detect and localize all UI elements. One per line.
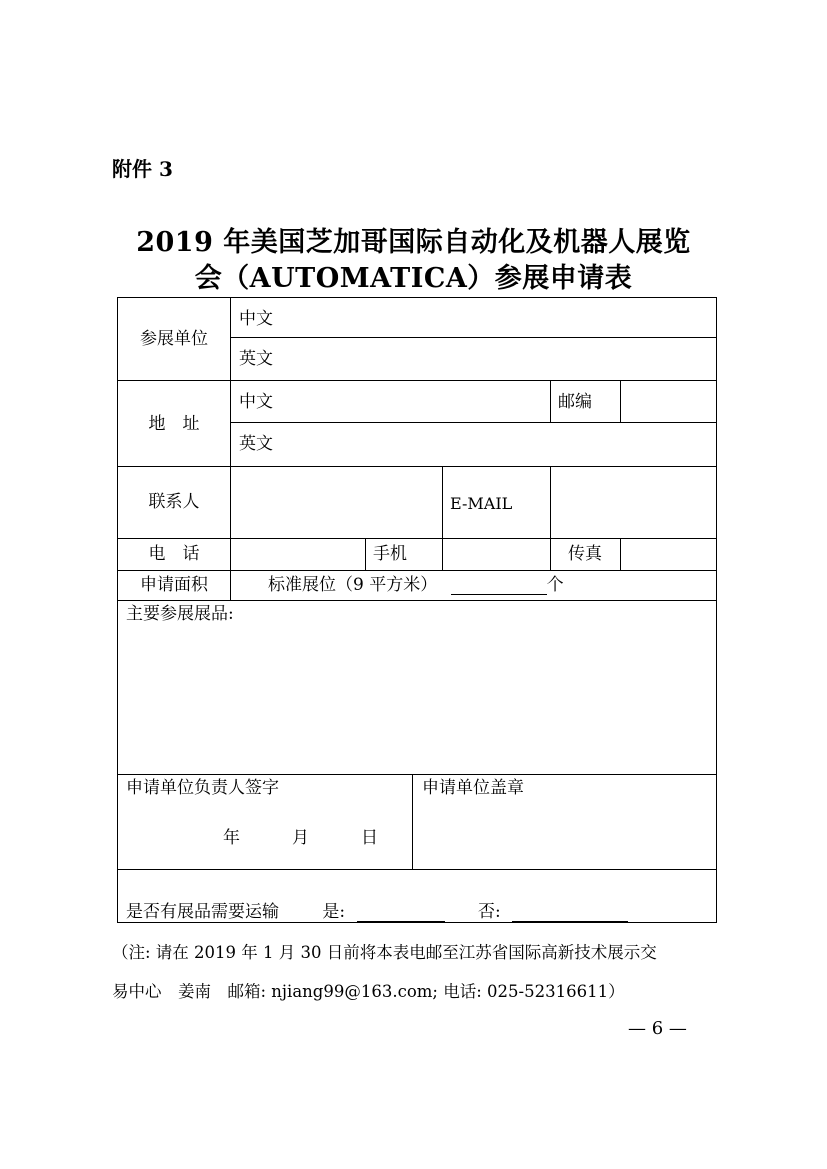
products-label: 主要参展展品:: [126, 604, 234, 624]
phone-label: 电 话: [148, 544, 200, 564]
postcode-label: 邮编: [558, 392, 592, 412]
shipping-question: 是否有展品需要运输: [126, 902, 279, 922]
column-divider: [442, 466, 443, 539]
date-day: 日: [361, 828, 378, 848]
note-line-2: 易中心 姜南 邮箱: njiang99@163.com; 电话: 025-52316611）: [112, 982, 625, 1001]
row-divider: [118, 869, 717, 870]
attachment-label: 附件 3: [112, 157, 173, 181]
row-divider: [118, 380, 717, 381]
application-form-table: [117, 297, 717, 923]
standard-booth-text: [268, 575, 564, 595]
column-divider: [550, 466, 551, 571]
row-divider: [118, 774, 717, 775]
column-divider: [365, 538, 366, 571]
exhibitor-english-field[interactable]: 英文: [239, 349, 273, 369]
date-year: 年: [223, 828, 240, 848]
signature-label: 申请单位负责人签字: [126, 778, 279, 798]
shipping-no-blank[interactable]: [512, 903, 628, 922]
fax-label: 传真: [568, 544, 602, 564]
address-label: 地 址: [148, 414, 200, 434]
column-divider: [620, 538, 621, 571]
exhibitor-chinese-field[interactable]: 中文: [239, 309, 273, 329]
column-divider: [442, 538, 443, 571]
area-label: 申请面积: [140, 575, 208, 595]
form-title-line-2: 会（AUTOMATICA）参展申请表: [194, 263, 633, 294]
standard-booth-label: 标准展位（9 平方米）: [268, 575, 438, 595]
row-divider: [118, 538, 717, 539]
row-divider: [231, 422, 717, 423]
contact-label: 联系人: [148, 492, 200, 512]
note-line-1: （注: 请在 2019 年 1 月 30 日前将本表电邮至江苏省国际高新技术展示交: [112, 943, 657, 962]
row-divider: [118, 466, 717, 467]
shipping-yes-blank[interactable]: [357, 903, 445, 922]
row-divider: [231, 337, 717, 338]
seal-label: 申请单位盖章: [422, 778, 524, 798]
booth-count-blank[interactable]: [451, 576, 547, 595]
column-divider: [550, 380, 551, 423]
column-divider: [412, 774, 413, 870]
page-number: — 6 —: [628, 1018, 687, 1039]
shipping-row: [126, 902, 628, 922]
column-divider: [230, 298, 231, 601]
row-divider: [118, 600, 717, 601]
booth-unit-label: 个: [546, 575, 564, 595]
email-label: E-MAIL: [450, 494, 513, 513]
shipping-no-label: 否:: [477, 902, 501, 922]
address-chinese-field[interactable]: 中文: [239, 392, 273, 412]
shipping-yes-label: 是:: [322, 902, 346, 922]
column-divider: [620, 380, 621, 423]
form-title-line-1: 2019 年美国芝加哥国际自动化及机器人展览: [136, 227, 691, 258]
date-month: 月: [292, 828, 309, 848]
address-english-field[interactable]: 英文: [239, 434, 273, 454]
exhibitor-label: 参展单位: [140, 329, 208, 349]
row-divider: [118, 570, 717, 571]
mobile-label: 手机: [373, 544, 407, 564]
